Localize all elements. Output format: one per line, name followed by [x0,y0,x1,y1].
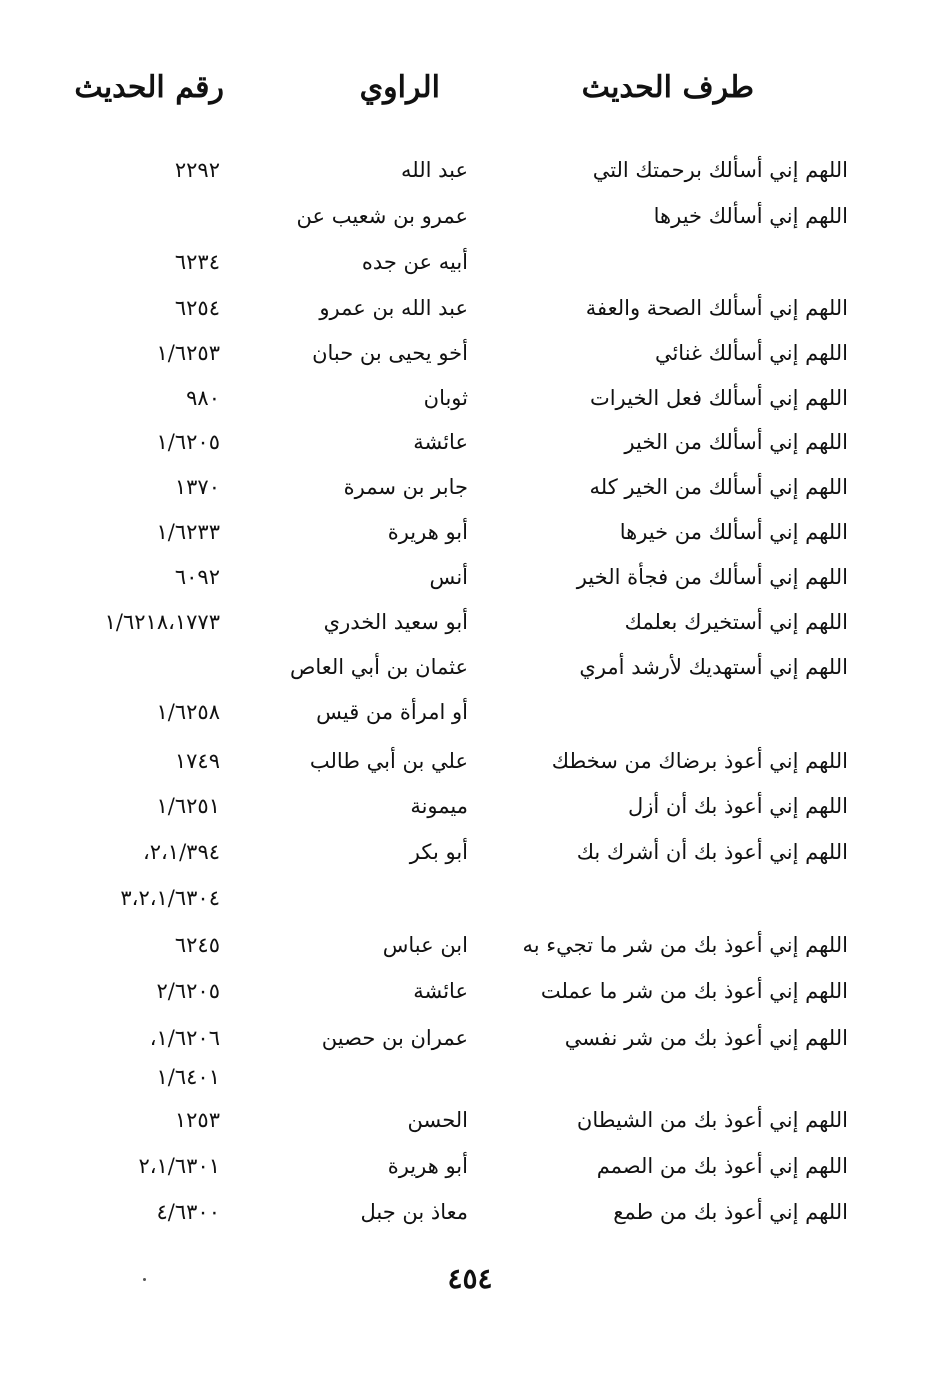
hadith-start-cell: اللهم إني أسألك من الخير كله [589,475,848,499]
table-row [0,512,940,552]
hadith-start-cell: اللهم إني أسألك من خيرها [619,520,848,544]
hadith-number-cell: ١/٦٢٠٥ [156,430,220,454]
narrator-cell: جابر بن سمرة [343,475,468,499]
narrator-cell: الحسن [407,1108,468,1132]
hadith-start-cell: اللهم إني أعوذ بك من الصمم [596,1154,848,1178]
hadith-start-cell: اللهم إني أعوذ بك من الشيطان [576,1108,848,1132]
hadith-number-cell: ٦٠٩٢ [174,565,220,589]
narrator-cell: أنس [429,565,468,589]
table-row [0,1146,940,1186]
narrator-cell: ابن عباس [382,933,468,957]
narrator-cell: عبد الله بن عمرو [319,296,468,320]
hadith-start-cell: اللهم إني أسألك برحمتك التي [592,158,848,182]
narrator-cell: عمرو بن شعيب عن [296,204,468,228]
narrator-cell: أبو هريرة [387,1154,468,1178]
narrator-cell: معاذ بن جبل [360,1200,468,1224]
hadith-number-cell: ١/٦٢٥٣ [156,341,220,365]
table-row [0,925,940,965]
hadith-start-cell: اللهم إني أسألك الصحة والعفة [585,296,848,320]
narrator-cell: أبو بكر [409,840,468,864]
table-row [0,878,940,918]
hadith-start-cell: اللهم إني أسألك غنائي [654,341,848,365]
hadith-number-cell: ١/٦٢٠٦، [149,1026,220,1050]
narrator-cell: أبيه عن جده [361,250,468,274]
table-row [0,1057,940,1097]
hadith-start-cell: اللهم إني أعوذ بك من شر نفسي [564,1026,848,1050]
hadith-start-cell: اللهم إني أسألك خيرها [653,204,848,228]
table-row [0,602,940,642]
hadith-number-cell: ٦٢٥٤ [174,296,220,320]
table-header [0,70,940,120]
table-row [0,557,940,597]
header-hadith-number: رقم الحديث [74,70,224,105]
hadith-start-cell: اللهم إني أعوذ بك من شر ما عملت [540,979,848,1003]
narrator-cell: عبد الله [400,158,468,182]
narrator-cell: ميمونة [410,794,468,818]
hadith-start-cell: اللهم إني أعوذ بك من طمع [613,1200,848,1224]
hadith-start-cell: اللهم إني أسألك من فجأة الخير [576,565,848,589]
table-row [0,150,940,190]
table-row [0,378,940,418]
hadith-start-cell: اللهم إني أعوذ بك من شر ما تجيء به [522,933,848,957]
hadith-number-cell: ٢٢٩٢ [174,158,220,182]
hadith-start-cell: اللهم إني أستهديك لأرشد أمري [579,655,848,679]
table-row [0,786,940,826]
table-row [0,692,940,732]
table-row [0,741,940,781]
table-row [0,832,940,872]
narrator-cell: أبو هريرة [387,520,468,544]
narrator-cell: أخو يحيى بن حبان [312,341,468,365]
hadith-start-cell: اللهم إني أستخيرك بعلمك [624,610,848,634]
hadith-number-cell: ٢،١/٣٩٤، [142,840,220,864]
narrator-cell: عائشة [413,430,468,454]
narrator-cell: ثوبان [423,386,468,410]
table-row [0,971,940,1011]
hadith-number-cell: ٢/٦٢٠٥ [156,979,220,1003]
hadith-number-cell: ١/٦٢١٨،١٧٧٣ [104,610,220,634]
table-row [0,467,940,507]
table-row [0,242,940,282]
scan-speck [143,1278,146,1281]
hadith-number-cell: ١٧٤٩ [174,749,220,773]
hadith-number-cell: ١٣٧٠ [174,475,220,499]
narrator-cell: عثمان بن أبي العاص [289,655,468,679]
hadith-number-cell: ٩٨٠ [186,386,220,410]
hadith-start-cell: اللهم إني أعوذ بك أن أزل [628,794,848,818]
narrator-cell: أبو سعيد الخدري [323,610,468,634]
table-row [0,1100,940,1140]
hadith-number-cell: ٤/٦٣٠٠ [156,1200,220,1224]
hadith-number-cell: ٦٢٣٤ [174,250,220,274]
hadith-number-cell: ١/٦٤٠١ [156,1065,220,1089]
hadith-number-cell: ٦٢٤٥ [174,933,220,957]
hadith-start-cell: اللهم إني أسألك فعل الخيرات [589,386,848,410]
table-row [0,333,940,373]
table-row [0,422,940,462]
table-row [0,647,940,687]
hadith-number-cell: ١٢٥٣ [174,1108,220,1132]
hadith-start-cell: اللهم إني أسألك من الخير [624,430,848,454]
hadith-number-cell: ١/٦٢٥٨ [156,700,220,724]
table-row [0,1192,940,1232]
table-row [0,288,940,328]
hadith-number-cell: ١/٦٢٥١ [156,794,220,818]
hadith-number-cell: ١/٦٢٣٣ [156,520,220,544]
table-row [0,196,940,236]
header-hadith-start: طرف الحديث [581,70,754,105]
header-narrator: الراوي [359,70,440,105]
table-row [0,1018,940,1058]
narrator-cell: عائشة [413,979,468,1003]
hadith-number-cell: ٣،٢،١/٦٣٠٤ [120,886,220,910]
page-number: ٤٥٤ [447,1262,493,1295]
hadith-start-cell: اللهم إني أعوذ برضاك من سخطك [551,749,848,773]
narrator-cell: علي بن أبي طالب [309,749,468,773]
hadith-number-cell: ٢،١/٦٣٠١ [138,1154,220,1178]
narrator-cell: عمران بن حصين [321,1026,468,1050]
narrator-cell: أو امرأة من قيس [316,700,468,724]
hadith-start-cell: اللهم إني أعوذ بك أن أشرك بك [576,840,848,864]
